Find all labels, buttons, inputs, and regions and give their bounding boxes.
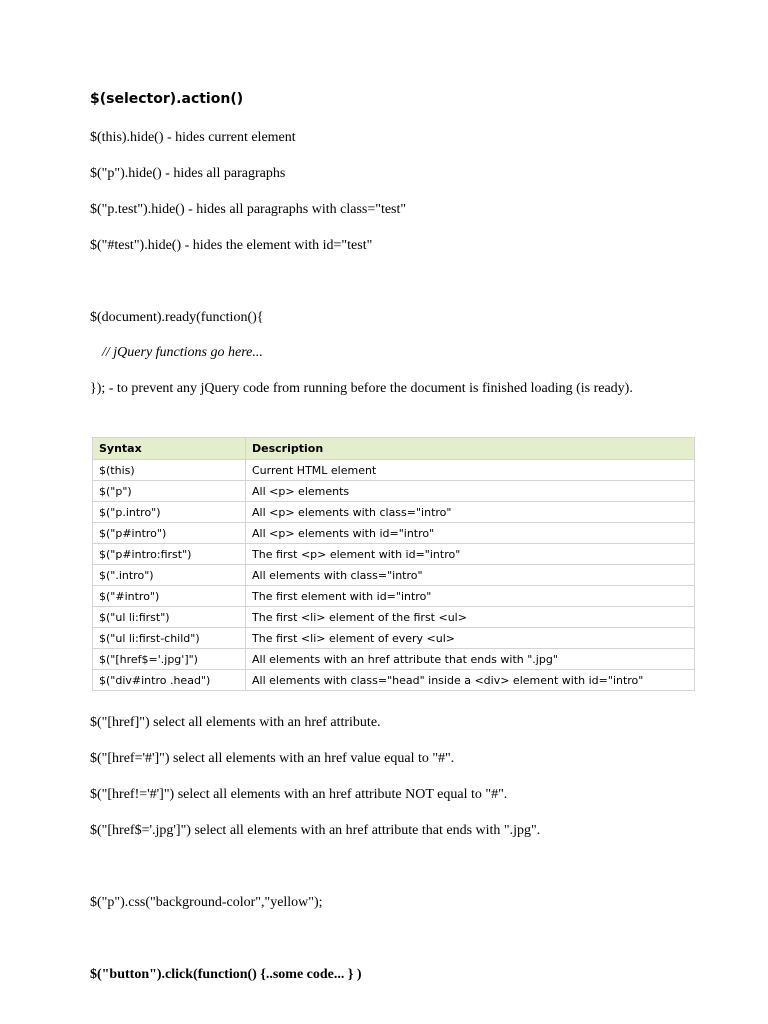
table-row xyxy=(93,586,695,607)
table-cell-description: All <p> elements with id="intro" xyxy=(246,523,695,544)
hide-example-id: $("#test").hide() - hides the element with id="test" xyxy=(90,238,373,253)
table-row xyxy=(93,481,695,502)
table-cell-syntax: $("ul li:first-child") xyxy=(93,628,246,649)
table-row xyxy=(93,649,695,670)
selector-action-heading: $(selector).action() xyxy=(90,91,244,107)
table-cell-syntax: $(this) xyxy=(93,460,246,481)
href-example-equal: $("[href='#']") select all elements with an href value equal to "#". xyxy=(90,751,455,766)
table-cell-description: All elements with an href attribute that ends with ".jpg" xyxy=(246,649,695,670)
href-example-ends-with: $("[href$='.jpg']") select all elements with an href attribute that ends with ".jpg". xyxy=(90,823,541,838)
href-example-not-equal: $("[href!='#']") select all elements with an href attribute NOT equal to "#". xyxy=(90,787,508,802)
table-row xyxy=(93,670,695,691)
table-cell-syntax: $("p#intro") xyxy=(93,523,246,544)
table-cell-syntax: $("ul li:first") xyxy=(93,607,246,628)
table-row xyxy=(93,607,695,628)
selector-syntax-table xyxy=(92,437,695,691)
table-row xyxy=(93,544,695,565)
table-cell-syntax: $(".intro") xyxy=(93,565,246,586)
table-row xyxy=(93,502,695,523)
hide-example-paragraphs: $("p").hide() - hides all paragraphs xyxy=(90,166,286,181)
css-example-line: $("p").css("background-color","yellow"); xyxy=(90,895,323,910)
table-cell-description: All elements with class="head" inside a <div> element with id="intro" xyxy=(246,670,695,691)
table-cell-description: Current HTML element xyxy=(246,460,695,481)
table-header-row xyxy=(93,438,695,460)
ready-open-line: $(document).ready(function(){ xyxy=(90,310,264,325)
table-cell-syntax: $("p") xyxy=(93,481,246,502)
click-example-line: $("button").click(function() {..some code... } ) xyxy=(90,967,362,982)
table-header-description: Description xyxy=(246,438,695,460)
table-cell-description: All elements with class="intro" xyxy=(246,565,695,586)
table-cell-description: All <p> elements xyxy=(246,481,695,502)
table-cell-syntax: $("p#intro:first") xyxy=(93,544,246,565)
ready-comment-line: // jQuery functions go here... xyxy=(102,345,263,360)
table-cell-description: The first element with id="intro" xyxy=(246,586,695,607)
table-cell-syntax: $("div#intro .head") xyxy=(93,670,246,691)
table-row xyxy=(93,628,695,649)
table-row xyxy=(93,523,695,544)
table-cell-syntax: $("[href$='.jpg']") xyxy=(93,649,246,670)
table-cell-description: The first <li> element of the first <ul> xyxy=(246,607,695,628)
table-cell-syntax: $("p.intro") xyxy=(93,502,246,523)
table-row xyxy=(93,460,695,481)
table-cell-description: All <p> elements with class="intro" xyxy=(246,502,695,523)
hide-example-this: $(this).hide() - hides current element xyxy=(90,130,296,145)
table-cell-description: The first <li> element of every <ul> xyxy=(246,628,695,649)
table-cell-syntax: $("#intro") xyxy=(93,586,246,607)
hide-example-class: $("p.test").hide() - hides all paragraphs with class="test" xyxy=(90,202,407,217)
table-cell-description: The first <p> element with id="intro" xyxy=(246,544,695,565)
table-header-syntax: Syntax xyxy=(93,438,246,460)
ready-close-line: }); - to prevent any jQuery code from running before the document is finished loading (is ready). xyxy=(90,381,633,396)
table-row xyxy=(93,565,695,586)
href-example-any: $("[href]") select all elements with an href attribute. xyxy=(90,715,381,730)
